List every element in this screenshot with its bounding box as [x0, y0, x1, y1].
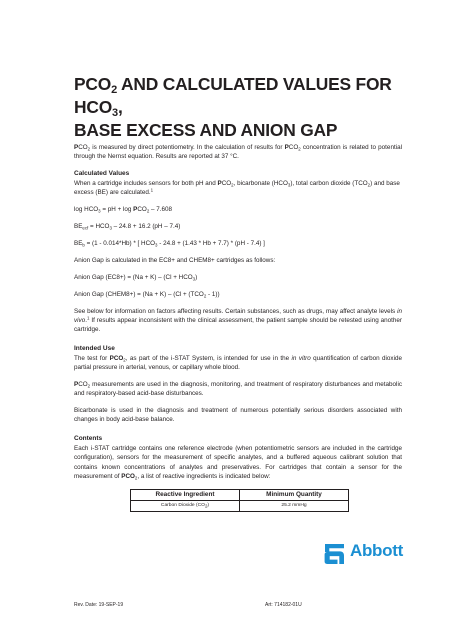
factors-paragraph: See below for information on factors affecting results. Certain substances, such as drugs, may affect analyte levels in vivo.$^1$ If results appear inconsistent with the clinical assessment, the patient sample should be retested using another cartridge.: [74, 307, 402, 334]
column-header-quantity: Minimum Quantity: [240, 489, 349, 500]
reactive-ingredients-table: [130, 489, 349, 512]
intended-use-heading: Intended Use: [74, 345, 115, 352]
table-row: [131, 500, 349, 511]
equation-be-ecf: $BE_{ecf} = HCO_3 - 24.8 + 16.2$ (pH – 7.4): [74, 223, 181, 231]
abbott-logo-icon: [323, 544, 346, 564]
intended-use-paragraph: The test for $PCO_2$, as part of the i-STAT System, is intended for use in the in vitro quantification of carbon dioxide partial pressure in arterial, venous, or capillary whole blood.: [74, 354, 402, 372]
column-header-ingredient: Reactive Ingredient: [131, 489, 240, 500]
contents-paragraph: Each i-STAT cartridge contains one reference electrode (when potentiometric sensors are included in the cartridge configuration), sensors for the measurement of specific analytes, and a buffered aqueous calibrant solution that contains known concentrations of analytes and preservatives. For cartridges that contain a sensor for the measurement of $PCO_2$, a list of reactive ingredients is indicated below:: [74, 445, 402, 481]
pco2-use-paragraph: $PCO_2$ measurements are used in the diagnosis, monitoring, and treatment of respiratory disturbances and metabolic and respiratory-based acid-base disturbances.: [74, 380, 402, 398]
page-title: $PCO_2$ AND CALCULATED VALUES FOR $HCO_3$, BASE EXCESS AND ANION GAP: [74, 74, 392, 140]
anion-gap-intro: Anion Gap is calculated in the EC8+ and CHEM8+ cartridges as follows:: [74, 256, 276, 264]
ingredient-cell: Carbon Dioxide $(CO_2)$: [131, 500, 240, 511]
bicarbonate-paragraph: Bicarbonate is used in the diagnosis and treatment of numerous potentially serious disorders associated with changes in body acid-base balance.: [74, 407, 402, 424]
contents-heading: Contents: [74, 435, 103, 443]
intro-paragraph: $PCO_2$ is measured by direct potentiometry. In the calculation of results for $PCO_2$ concentration is related to potential through the Nernst equation. Results are reported at 37 °C.: [74, 144, 402, 161]
art-number: Art: 714182-01U: [265, 602, 302, 608]
equation-be-b: $BE_b = (1 - 0.014*Hb)$ * [ $HCO_3 - 24.8 + (1.43 * Hb + 7.7) * (pH - 7.4)$ ]: [74, 239, 265, 248]
revision-date: Rev. Date: 19-SEP-19: [74, 602, 124, 608]
abbott-logo: [323, 541, 413, 564]
equation-anion-chem8: Anion Gap (CHEM8+) = $(Na + K) - (Cl + (TCO_2 - 1))$: [74, 290, 220, 299]
quantity-cell: 25.2 mmHg: [240, 500, 349, 511]
document-body: [74, 143, 402, 512]
calculated-paragraph: When a cartridge includes sensors for both pH and $PCO_2$, bicarbonate $(HCO_3)$, total carbon dioxide $(TCO_2)$ and base excess (BE) are calculated.$^1$: [74, 179, 400, 197]
equation-hco3: $\log HCO_3$ = pH + $\log PCO_2 - 7.608$: [74, 206, 173, 214]
table-header-row: [131, 489, 349, 500]
calculated-values-heading: Calculated Values: [74, 170, 130, 178]
abbott-logo-text: Abbott: [350, 541, 403, 560]
title-line2: BASE EXCESS AND ANION GAP: [74, 120, 338, 140]
title-pco2: $PCO_2$: [74, 74, 118, 96]
equation-anion-ec8: Anion Gap $(EC8+) = (Na + K) - (Cl + HCO_3)$: [74, 273, 198, 282]
